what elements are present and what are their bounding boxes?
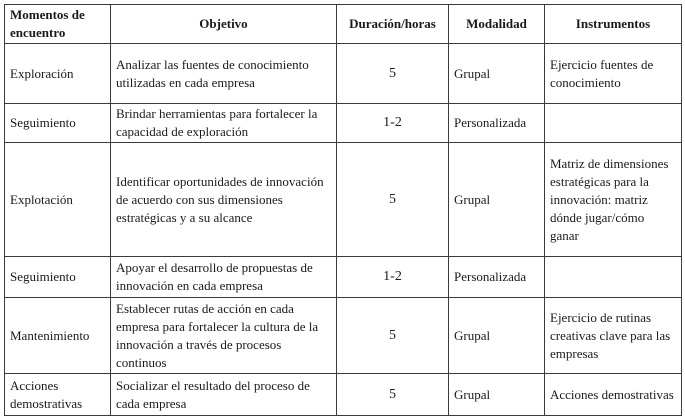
moment-cell: Seguimiento bbox=[5, 104, 111, 143]
modality-cell: Grupal bbox=[449, 298, 545, 374]
modality-cell: Grupal bbox=[449, 374, 545, 416]
encounters-table bbox=[4, 4, 682, 416]
table-row bbox=[5, 298, 682, 374]
instruments-cell: Acciones demostrativas bbox=[545, 374, 682, 416]
header-duration: Duración/horas bbox=[337, 5, 449, 44]
modality-cell: Personalizada bbox=[449, 104, 545, 143]
instruments-cell: Ejercicio de rutinas creativas clave para las empresas bbox=[545, 298, 682, 374]
objective-cell: Apoyar el desarrollo de propuestas de innovación en cada empresa bbox=[111, 257, 337, 298]
header-objective: Objetivo bbox=[111, 5, 337, 44]
instruments-cell bbox=[545, 257, 682, 298]
duration-cell: 5 bbox=[337, 298, 449, 374]
header-moment: Momentos de encuentro bbox=[5, 5, 111, 44]
instruments-cell bbox=[545, 104, 682, 143]
objective-cell: Identificar oportunidades de innovación de acuerdo con sus dimensiones estratégicas y a su alcance bbox=[111, 143, 337, 257]
modality-cell: Personalizada bbox=[449, 257, 545, 298]
moment-cell: Acciones demostrativas bbox=[5, 374, 111, 416]
table-row bbox=[5, 143, 682, 257]
duration-cell: 5 bbox=[337, 143, 449, 257]
table-row bbox=[5, 104, 682, 143]
table-row bbox=[5, 44, 682, 104]
moment-cell: Exploración bbox=[5, 44, 111, 104]
moment-cell: Explotación bbox=[5, 143, 111, 257]
duration-cell: 5 bbox=[337, 44, 449, 104]
moment-cell: Seguimiento bbox=[5, 257, 111, 298]
duration-cell: 1-2 bbox=[337, 257, 449, 298]
duration-cell: 1-2 bbox=[337, 104, 449, 143]
header-row bbox=[5, 5, 682, 44]
header-modality: Modalidad bbox=[449, 5, 545, 44]
table-row bbox=[5, 257, 682, 298]
instruments-cell: Ejercicio fuentes de conocimiento bbox=[545, 44, 682, 104]
instruments-cell: Matriz de dimensiones estratégicas para la innovación: matriz dónde jugar/cómo ganar bbox=[545, 143, 682, 257]
table-row bbox=[5, 374, 682, 416]
modality-cell: Grupal bbox=[449, 143, 545, 257]
objective-cell: Analizar las fuentes de conocimiento utilizadas en cada empresa bbox=[111, 44, 337, 104]
duration-cell: 5 bbox=[337, 374, 449, 416]
objective-cell: Brindar herramientas para fortalecer la capacidad de exploración bbox=[111, 104, 337, 143]
moment-cell: Mantenimiento bbox=[5, 298, 111, 374]
objective-cell: Establecer rutas de acción en cada empresa para fortalecer la cultura de la innovación a través de procesos continuos bbox=[111, 298, 337, 374]
header-instruments: Instrumentos bbox=[545, 5, 682, 44]
objective-cell: Socializar el resultado del proceso de cada empresa bbox=[111, 374, 337, 416]
modality-cell: Grupal bbox=[449, 44, 545, 104]
